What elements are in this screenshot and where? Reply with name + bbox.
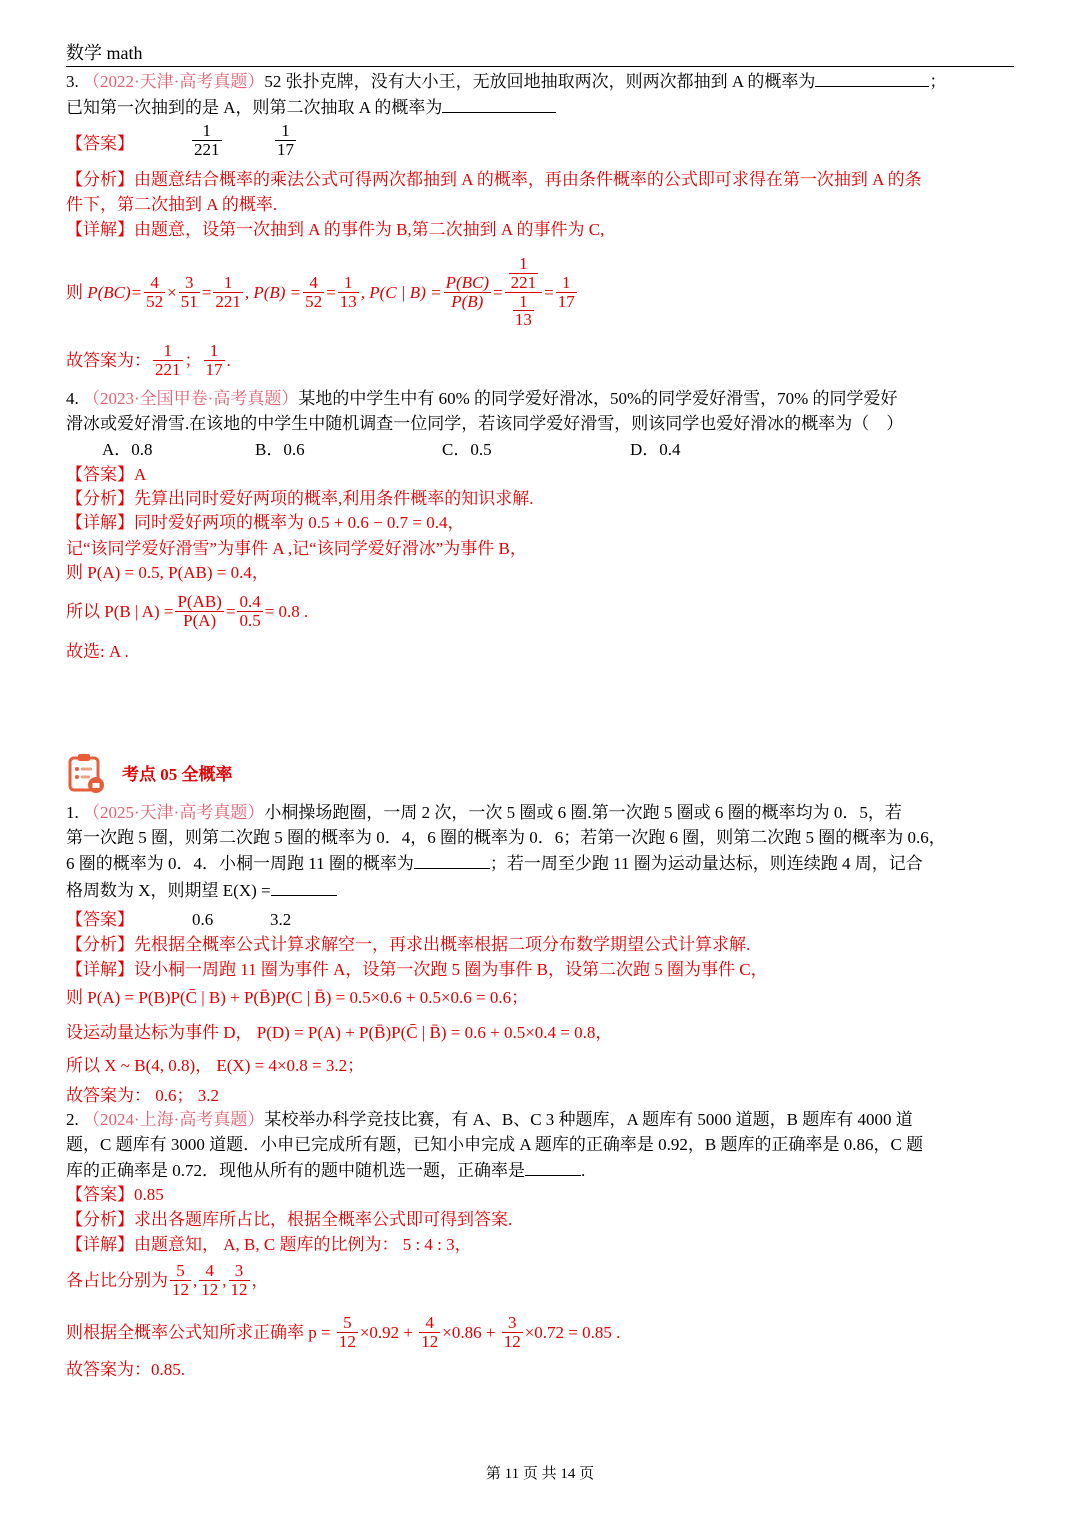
question-source: （2022·天津·高考真题） [83,72,265,91]
final-answer: 故选: A . [66,642,129,661]
question-text: 已知第一次抽到的是 A，则第二次抽取 A 的概率为 [66,98,443,117]
analysis-line-1: 【分析】由题意结合概率的乘法公式可得两次都抽到 A 的概率，再由条件概率的公式即可求得在第一次抽到 A 的条 [66,170,922,189]
question-3-line-2 [66,98,556,116]
question-number: 4. [66,389,79,408]
question-1-line-4: 格周数为 X，则期望 E(X) = [66,881,337,899]
question-2-line-3: 库的正确率是 0.72．现他从所有的题中随机选一题，正确率是 . [66,1161,586,1180]
question-4-line-1 [66,390,898,407]
analysis-line-2: 件下，第二次抽到 A 的概率. [66,195,278,214]
analysis-line: 【分析】先根据全概率公式计算求解空一，再求出概率根据二项分布数学期望公式计算求解. [66,935,751,954]
page-header-title: 数学 math [66,43,143,63]
question-source: （2025·天津·高考真题） [83,803,265,822]
answer-value-2: 3.2 [270,910,292,929]
section-title: 考点 05 全概率 [122,765,233,784]
detail-line-1: 【详解】同时爱好两项的概率为 0.5 + 0.6 − 0.7 = 0.4， [66,513,465,532]
question-3-line-1 [66,72,946,90]
question-text: 52 张扑克牌，没有大小王，无放回地抽取两次，则两次都抽到 A 的概率为 [264,72,816,91]
detail-line-2: 各占比分别为 $\frac{5}{12}$ , $\frac{4}{12}$ , $\frac{3}{12}$ ， [66,1260,269,1299]
question-1-line-3: 6 圈的概率为 0．4．小桐一周跑 11 圈的概率为 ；若一周至少跑 11 圈为运动量达标，则连续跑 4 周，记合 [66,854,923,873]
detail-line-1: 【详解】设小桐一周跑 11 圈为事件 A，设第一次跑 5 圈为事件 B，设第二次跑 5 圈为事件 C， [66,960,768,979]
answer-blank [271,881,337,896]
question-text: 某校举办科学竞技比赛，有 A、B、C 3 种题库，A 题库有 5000 道题，B 题库有 4000 道 [264,1110,913,1129]
question-source: （2023·全国甲卷·高考真题） [83,389,299,408]
question-number: 1. [66,803,79,822]
answer-label: 【答案】 [66,134,134,153]
detail-line-1: 【详解】由题意知， A, B, C 题库的比例为： 5 : 4 : 3， [66,1235,472,1254]
detail-line-2: 记“该同学爱好滑雪”为事件 A ,记“该同学爱好滑冰”为事件 B， [66,539,527,558]
question-source: （2024·上海·高考真题） [83,1110,265,1129]
page-footer: 第 11 页 共 14 页 [485,1466,595,1482]
answer-label: 【答案】 [66,910,134,929]
question-number: 3. [66,72,79,91]
detail-line-2: 则 P(A) = P(B)P(C̄ | B) + P(B̄)P(C | B̄) = 0.5×0.6 + 0.5×0.6 = 0.6； [66,988,529,1007]
option-a: A．0.8 [102,440,153,459]
analysis-line: 【分析】先算出同时爱好两项的概率,利用条件概率的知识求解. [66,489,534,508]
question-4-line-2: 滑冰或爱好滑雪.在该地的中学生中随机调查一位同学，若该同学爱好滑雪，则该同学也爱好滑冰的概率为（ ） [66,414,904,433]
header-divider [66,66,1014,67]
final-answer: 故答案为：0.85. [66,1360,185,1379]
question-text: 某地的中学生中有 60% 的同学爱好滑冰，50%的同学爱好滑雪，70% 的同学爱好 [298,389,898,408]
answer-blank [815,72,929,87]
question-2-line-2: 题，C 题库有 3000 道题．小申已完成所有题，已知小申完成 A 题库的正确率是 0.92，B 题库的正确率是 0.86，C 题 [66,1135,924,1154]
answer-blank [525,1161,581,1176]
option-c: C．0.5 [442,440,492,459]
answer-blank [414,854,490,869]
punctuation: ； [929,72,947,91]
option-b: B．0.6 [255,440,305,459]
answer-blank [442,98,556,113]
question-1-line-2: 第一次跑 5 圈，则第二次跑 5 圈的概率为 0．4，6 圈的概率为 0．6；若第一次跑 6 圈，则第二次跑 5 圈的概率为 0.6， [66,828,946,847]
option-d: D．0.4 [630,440,681,459]
detail-line-3: 设运动量达标为事件 D， P(D) = P(A) + P(B̄)P(C̄ | B̄) = 0.6 + 0.5×0.4 = 0.8， [66,1023,613,1042]
final-answer: 故答案为： $\frac{1}{221}$ ； $\frac{1}{17}$ . [66,340,231,379]
answer-fraction-2: $\frac{1}{17}$ [277,121,294,159]
answer-value-1: 0.6 [192,910,214,929]
clipboard-icon [66,752,106,794]
answer-line: 【答案】A [66,465,147,484]
detail-line-4: 所以 X ~ B(4, 0.8)， E(X) = 4×0.8 = 3.2； [66,1056,365,1075]
detail-line-3: 则根据全概率公式知所求正确率 p = $\frac{5}{12}$ ×0.92 + $\frac{4}{12}$ ×0.86 + $\frac{3}{12}$ ×0.72 = 0.85 . [66,1312,621,1351]
question-text: 小桐操场跑圈，一周 2 次，一次 5 圈或 6 圈.第一次跑 5 圈或 6 圈的概率均为 0．5，若 [264,803,902,822]
final-answer: 故答案为： 0.6； 3.2 [66,1086,219,1105]
detail-line-3: 则 P(A) = 0.5, P(AB) = 0.4， [66,563,269,582]
analysis-line: 【分析】求出各题库所占比，根据全概率公式即可得到答案. [66,1210,513,1229]
question-1-line-1 [66,804,902,821]
probability-equation: 则 P(BC)= $\frac{4}{52}$ × $\frac{3}{51}$ = $\frac{1}{221}$ , P(B) = $\frac{4}{52}$ = $\frac{1}{13}$ , P(C | B) = $\frac{P(BC)}{P(B)}$ = $\frac{\frac{1}{221}}{\frac{1}{13}}$ = $\frac{1}{17}$ [66,253,575,330]
question-number: 2. [66,1110,79,1129]
detail-line-4: 所以 P(B | A) = $\frac{P(AB)}{P(A)}$ = $\frac{0.4}{0.5}$ = 0.8 . [66,591,309,630]
question-2-line-1 [66,1111,913,1128]
detail-line-1: 【详解】由题意，设第一次抽到 A 的事件为 B,第二次抽到 A 的事件为 C, [66,220,605,239]
answer-fraction-1: $\frac{1}{221}$ [194,121,220,159]
answer-line: 【答案】0.85 [66,1185,164,1204]
